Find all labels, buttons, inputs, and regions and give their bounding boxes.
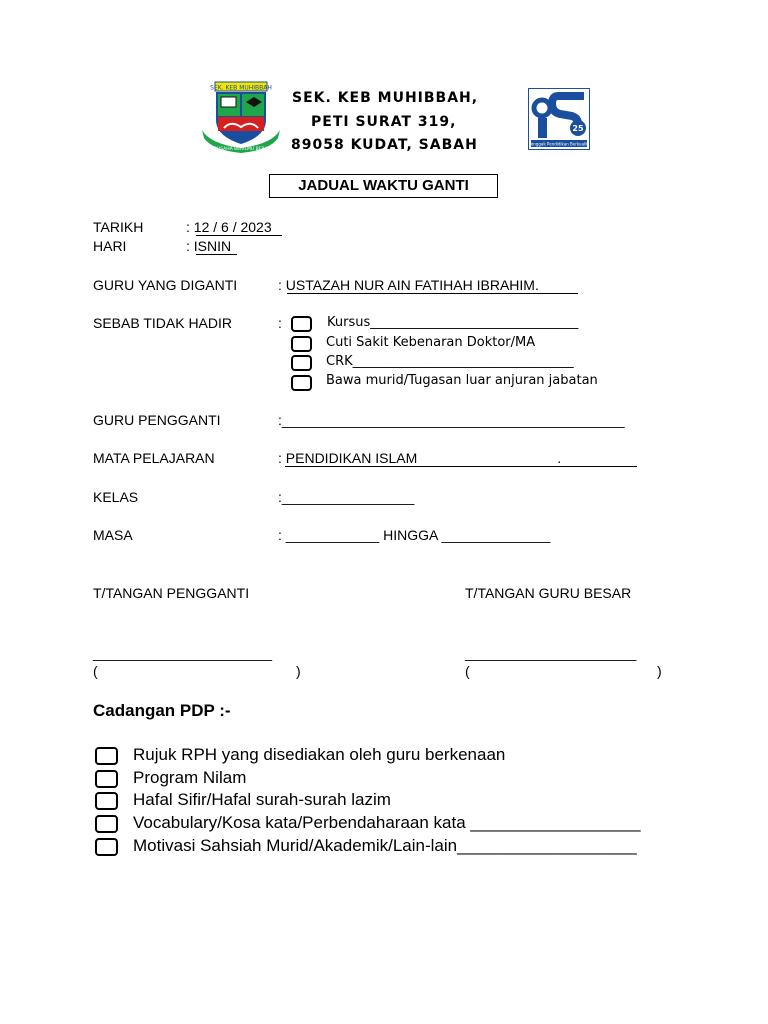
- school-logo: [200, 80, 282, 154]
- pdp-item-hafal[interactable]: Hafal Sifir/Hafal surah-surah lazim: [133, 790, 391, 809]
- kelas-value[interactable]: :_________________: [278, 489, 415, 505]
- tarikh-label: TARIKH: [93, 219, 144, 235]
- pdp-vocabulary-checkbox[interactable]: [95, 815, 118, 833]
- reason-bawa-murid[interactable]: Bawa murid/Tugasan luar anjuran jabatan: [326, 373, 598, 388]
- reason-crk[interactable]: CRK__________________________________: [326, 354, 574, 369]
- guru-diganti-underline: [287, 293, 578, 294]
- guru-diganti-label: GURU YANG DIGANTI: [93, 277, 238, 293]
- form-title-box: [269, 174, 498, 198]
- masa-value[interactable]: : ____________ HINGGA ______________: [278, 527, 551, 543]
- mapel-value[interactable]: : PENDIDIKAN ISLAM .: [278, 450, 562, 466]
- pdp-item-motivasi[interactable]: Motivasi Sahsiah Murid/Akademik/Lain-lain___________________: [133, 836, 637, 855]
- school-address-line1: PETI SURAT 319,: [311, 114, 457, 130]
- pdp-item-nilam[interactable]: Program Nilam: [133, 768, 247, 787]
- pengganti-value[interactable]: :____________________________________________: [278, 412, 625, 428]
- badge-number: 25: [572, 124, 584, 133]
- hari-underline: [196, 254, 237, 255]
- ministry-badge: [528, 88, 590, 150]
- masa-label: MASA: [93, 527, 133, 543]
- pdp-nilam-checkbox[interactable]: [95, 770, 118, 788]
- tarikh-underline: [196, 235, 282, 236]
- sign-pengganti-line[interactable]: _______________________: [93, 645, 273, 661]
- form-title: JADUAL WAKTU GANTI: [298, 177, 469, 194]
- sign-guru-besar-paren-open: (: [465, 663, 470, 679]
- sebab-label: SEBAB TIDAK HADIR: [93, 315, 233, 331]
- sign-guru-besar-line[interactable]: ______________________: [465, 645, 637, 661]
- mapel-underline: [285, 466, 637, 467]
- guru-diganti-value[interactable]: : USTAZAH NUR AIN FATIHAH IBRAHIM.: [278, 277, 539, 293]
- kelas-label: KELAS: [93, 489, 139, 505]
- tarikh-value[interactable]: : 12 / 6 / 2023: [186, 219, 272, 235]
- sign-pengganti-paren-open: (: [93, 663, 98, 679]
- pdp-rph-checkbox[interactable]: [95, 747, 118, 765]
- pdp-item-vocabulary[interactable]: Vocabulary/Kosa kata/Perbendaharaan kata __________________: [133, 813, 641, 832]
- reason-cuti-sakit[interactable]: Cuti Sakit Kebenaran Doktor/MA: [326, 335, 536, 350]
- school-address-line2: 89058 KUDAT, SABAH: [291, 137, 478, 153]
- pdp-hafal-checkbox[interactable]: [95, 792, 118, 810]
- pdp-item-rph[interactable]: Rujuk RPH yang disediakan oleh guru berkenaan: [133, 745, 506, 764]
- pengganti-label: GURU PENGGANTI: [93, 412, 221, 428]
- reason-kursus[interactable]: Kursus________________________________: [327, 315, 579, 330]
- hari-value[interactable]: : ISNIN: [186, 238, 232, 254]
- ministry-badge-icon: [528, 88, 590, 150]
- badge-caption: Tonggak Pendidikan Berkualiti: [529, 141, 589, 147]
- sign-pengganti-paren-close: ): [296, 663, 301, 679]
- logo-banner-text: SEK. KEB MUHIBBAH: [210, 84, 272, 92]
- school-crest-icon: [200, 80, 282, 154]
- sign-guru-besar-label: T/TANGAN GURU BESAR: [465, 585, 632, 601]
- sebab-colon: :: [278, 315, 282, 331]
- pdp-motivasi-checkbox[interactable]: [95, 838, 118, 856]
- sign-pengganti-label: T/TANGAN PENGGANTI: [93, 585, 250, 601]
- mapel-label: MATA PELAJARAN: [93, 450, 215, 466]
- reason-bawa-murid-checkbox[interactable]: [291, 375, 312, 391]
- logo-motto-text: BERUSAHA BERILMU BERJAYA: [207, 147, 275, 152]
- sign-guru-besar-paren-close: ): [657, 663, 662, 679]
- reason-crk-checkbox[interactable]: [291, 355, 312, 371]
- hari-label: HARI: [93, 238, 127, 254]
- reason-cuti-sakit-checkbox[interactable]: [291, 336, 312, 352]
- school-name: SEK. KEB MUHIBBAH,: [292, 90, 479, 106]
- reason-kursus-checkbox[interactable]: [291, 316, 312, 332]
- pdp-heading: Cadangan PDP :-: [93, 701, 231, 720]
